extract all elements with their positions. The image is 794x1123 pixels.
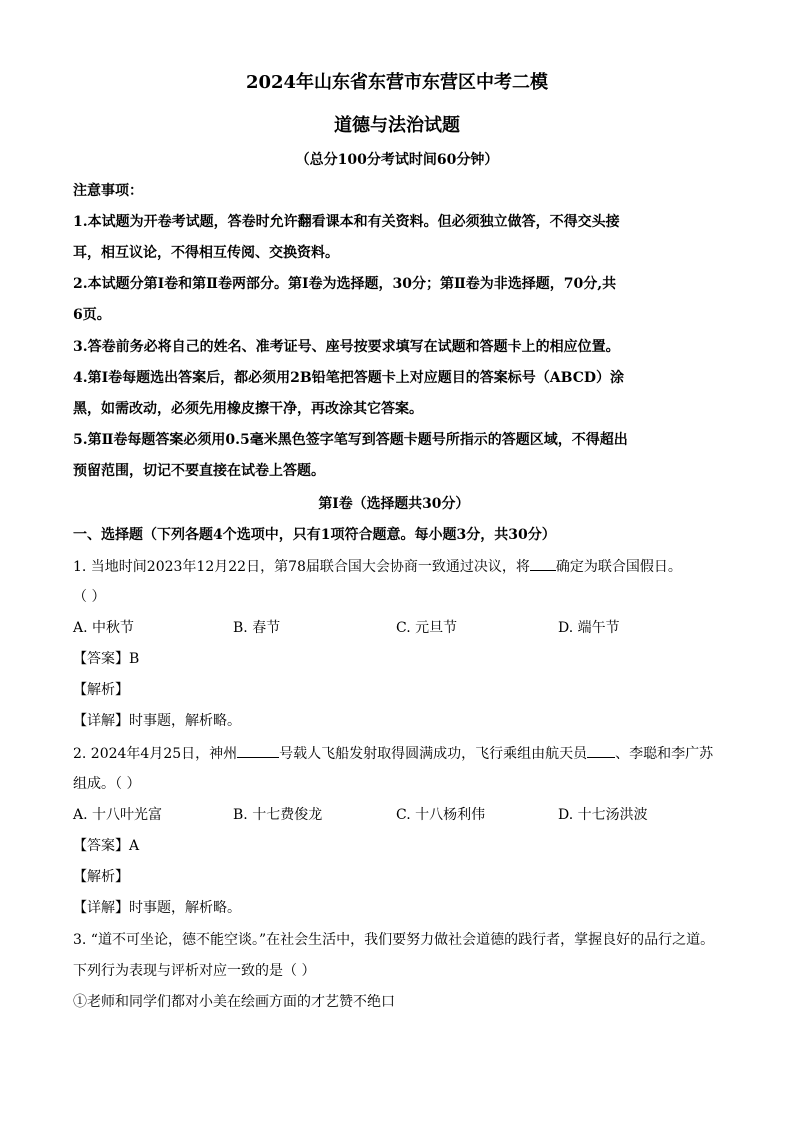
- analysis-label: 【解析】: [73, 869, 129, 885]
- question-3-line2: 下列行为表现与评析对应一致的是（ ）: [73, 963, 316, 979]
- option-a: A. 十八叶光富: [73, 807, 163, 823]
- question-3-text: 3. “道不可坐论，德不能空谈。”在社会生活中，我们要努力做社会道德的践行者，掌握良好的品行之道。: [73, 932, 715, 948]
- answer-blank: [530, 556, 556, 571]
- question-text-part: 1. 当地时间2023年12月22日，第78届联合国大会协商一致通过决议，将: [73, 559, 530, 575]
- note-line: 5.第Ⅱ卷每题答案必须用0.5毫米黑色签字笔写到答题卡题号所指示的答题区域，不得超出: [73, 432, 628, 448]
- answer-line: [73, 836, 139, 856]
- analysis-label: 【解析】: [73, 682, 129, 698]
- answer-value: A: [129, 838, 140, 854]
- question-text-part: 2. 2024年4月25日，神州: [73, 746, 238, 762]
- note-line: 2.本试题分第Ⅰ卷和第Ⅱ卷两部分。第Ⅰ卷为选择题，30分；第Ⅱ卷为非选择题，70分,共: [73, 276, 617, 292]
- note-line: 3.答卷前务必将自己的姓名、准考证号、座号按要求填写在试题和答题卡上的相应位置。: [73, 339, 620, 355]
- question-text-part: 、李聪和李广苏: [615, 746, 714, 762]
- part1-heading: 第Ⅰ卷（选择题共30分）: [318, 496, 470, 512]
- detail-label: 【详解】: [73, 713, 129, 729]
- section-heading: 一、选择题（下列各题4个选项中，只有1项符合题意。每小题3分，共30分）: [73, 527, 556, 543]
- option-c: C. 十八杨利伟: [396, 807, 486, 823]
- detail-line: [73, 898, 241, 918]
- note-line: 6页。: [73, 307, 111, 323]
- note-line: 耳，相互议论，不得相互传阅、交换资料。: [73, 245, 339, 261]
- question-2-text: [73, 743, 713, 764]
- notes-heading: 注意事项：: [73, 183, 143, 199]
- answer-value: B: [129, 651, 140, 667]
- note-line: 预留范围，切记不要直接在试卷上答题。: [73, 463, 325, 479]
- answer-label: 【答案】: [73, 651, 129, 667]
- question-1-text: [73, 556, 682, 577]
- exam-subject: 道德与法治试题: [334, 115, 460, 136]
- detail-text: 时事题，解析略。: [129, 900, 241, 916]
- detail-text: 时事题，解析略。: [129, 713, 241, 729]
- option-d: D. 端午节: [558, 620, 620, 636]
- question-3-item-1: ①老师和同学们都对小美在绘画方面的才艺赞不绝口: [73, 994, 395, 1010]
- question-text-part: 号载人飞船发射取得圆满成功，飞行乘组由航天员: [279, 746, 588, 762]
- option-a: A. 中秋节: [73, 620, 135, 636]
- answer-blank: [237, 743, 279, 758]
- answer-blank: [587, 743, 615, 758]
- note-line: 黑，如需改动，必须先用橡皮擦干净，再改涂其它答案。: [73, 401, 423, 417]
- note-line: 1.本试题为开卷考试题，答卷时允许翻看课本和有关资料。但必须独立做答，不得交头接: [73, 214, 620, 230]
- answer-line: [73, 649, 139, 669]
- option-b: B. 十七费俊龙: [233, 807, 323, 823]
- option-c: C. 元旦节: [396, 620, 458, 636]
- option-d: D. 十七汤洪波: [558, 807, 648, 823]
- exam-meta: （总分100分考试时间60分钟）: [295, 152, 499, 168]
- detail-line: [73, 711, 241, 731]
- note-line: 4.第Ⅰ卷每题选出答案后，都必须用2B铅笔把答题卡上对应题目的答案标号（ABCD）涂: [73, 370, 624, 386]
- option-b: B. 春节: [233, 620, 281, 636]
- question-text-part: 确定为联合国假日。: [555, 559, 682, 575]
- question-1-paren: （ ）: [73, 589, 106, 605]
- question-2-line2: 组成。（ ）: [73, 776, 141, 792]
- detail-label: 【详解】: [73, 900, 129, 916]
- exam-title: 2024年山东省东营市东营区中考二模: [245, 72, 549, 93]
- answer-label: 【答案】: [73, 838, 129, 854]
